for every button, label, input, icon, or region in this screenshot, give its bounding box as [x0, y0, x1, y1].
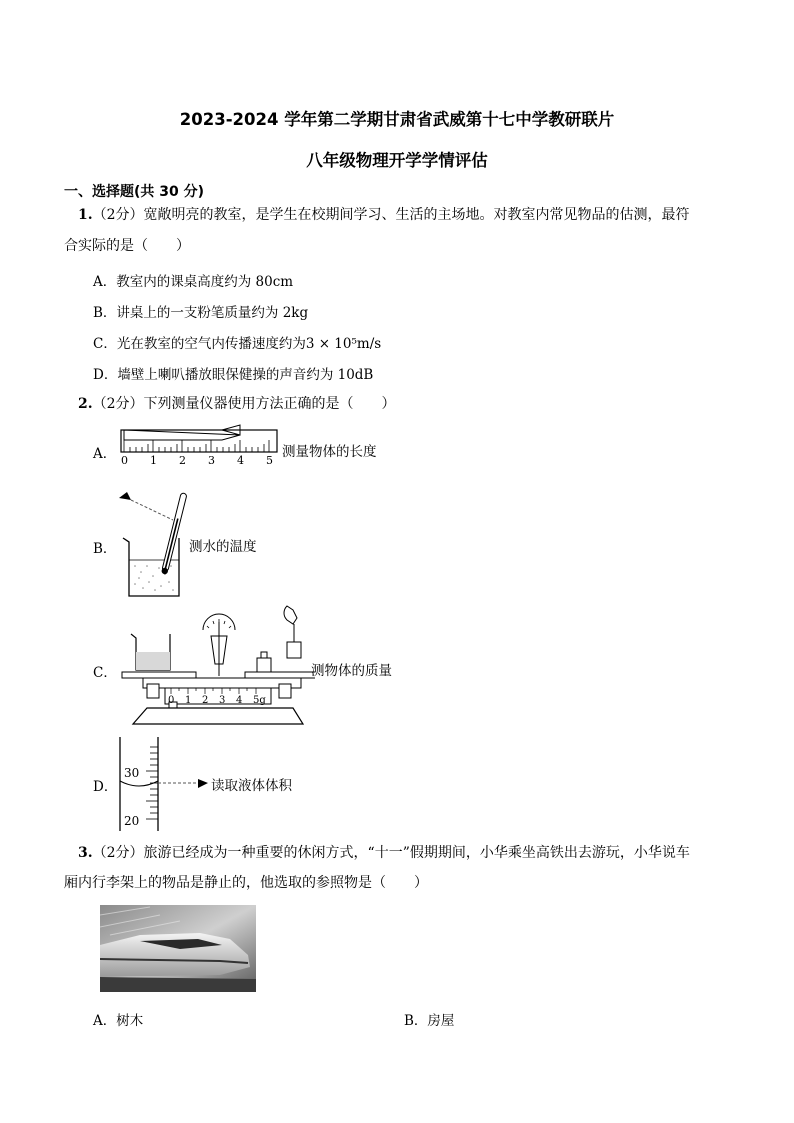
balance-figure — [117, 604, 315, 730]
ruler-tick-label: 0 — [121, 454, 128, 467]
thermometer-beaker-figure — [113, 488, 193, 600]
q2-caption-d: 读取液体体积 — [211, 778, 292, 794]
question-points: （2分） — [92, 207, 144, 223]
q2-option-c-label[interactable]: C． — [93, 665, 117, 681]
q2-option-b-label[interactable]: B． — [93, 541, 117, 557]
question-number: 1. — [78, 207, 93, 223]
balance-tick-label: 2 — [202, 695, 209, 706]
eye-icon — [119, 492, 131, 500]
q1-option-b[interactable]: B．讲桌上的一支粉笔质量约为 2kg — [93, 305, 309, 321]
train-photo — [100, 905, 256, 992]
q2-option-a-label[interactable]: A． — [93, 446, 117, 462]
cylinder-tick-label: 20 — [124, 814, 140, 828]
question-1 — [78, 200, 738, 230]
q1-option-c[interactable]: C．光在教室的空气内传播速度约为3 × 10⁵m/s — [93, 336, 382, 352]
ruler-tick-label: 5 — [266, 454, 273, 467]
question-1-stem-line2: 合实际的是（ ） — [64, 238, 190, 254]
q2-caption-a: 测量物体的长度 — [282, 444, 377, 460]
page-title-line2: 八年级物理开学学情评估 — [306, 151, 488, 170]
ruler-tick-label: 1 — [150, 454, 157, 467]
balance-tick-label: 5g — [253, 695, 266, 706]
balance-tick-label: 3 — [219, 695, 226, 706]
question-3 — [78, 838, 748, 868]
question-points: （2分） — [92, 845, 144, 861]
balance-tick-label: 1 — [185, 695, 192, 706]
cylinder-tick-label: 30 — [124, 766, 140, 780]
question-stem: 下列测量仪器使用方法正确的是（ ） — [143, 396, 396, 412]
question-2 — [78, 389, 738, 419]
section-heading: 一、选择题(共 30 分) — [64, 184, 205, 200]
question-stem-line1: 旅游已经成为一种重要的休闲方式，“十一”假期期间，小华乘坐高铁出去游玩，小华说车 — [143, 845, 690, 861]
q3-option-b[interactable]: B．房屋 — [404, 1013, 455, 1029]
ruler-tick-label: 3 — [208, 454, 215, 467]
q3-option-a[interactable]: A．树木 — [93, 1013, 144, 1029]
ruler-tick-label: 2 — [179, 454, 186, 467]
question-number: 3. — [78, 845, 93, 861]
ruler-tick-label: 4 — [237, 454, 244, 467]
q1-option-d[interactable]: D．墙壁上喇叭播放眼保健操的声音约为 10dB — [93, 367, 374, 383]
cylinder-figure — [112, 735, 212, 835]
balance-tick-label: 0 — [168, 695, 175, 706]
question-points: （2分） — [92, 396, 144, 412]
eye-icon — [198, 779, 208, 788]
question-stem-line1: 宽敞明亮的教室，是学生在校期间学习、生活的主场地。对教室内常见物品的估测，最符 — [143, 207, 690, 223]
ruler-figure — [118, 424, 288, 472]
question-number: 2. — [78, 396, 93, 412]
balance-tick-label: 4 — [236, 695, 243, 706]
q2-option-d-label[interactable]: D． — [93, 779, 118, 795]
q2-caption-b: 测水的温度 — [189, 539, 257, 555]
q2-caption-c: 测物体的质量 — [311, 663, 392, 679]
page-title-line1: 2023-2024 学年第二学期甘肃省武威第十七中学教研联片 — [179, 110, 615, 129]
q1-option-a[interactable]: A．教室内的课桌高度约为 80cm — [93, 274, 294, 290]
question-3-stem-line2: 厢内行李架上的物品是静止的，他选取的参照物是（ ） — [64, 875, 428, 891]
